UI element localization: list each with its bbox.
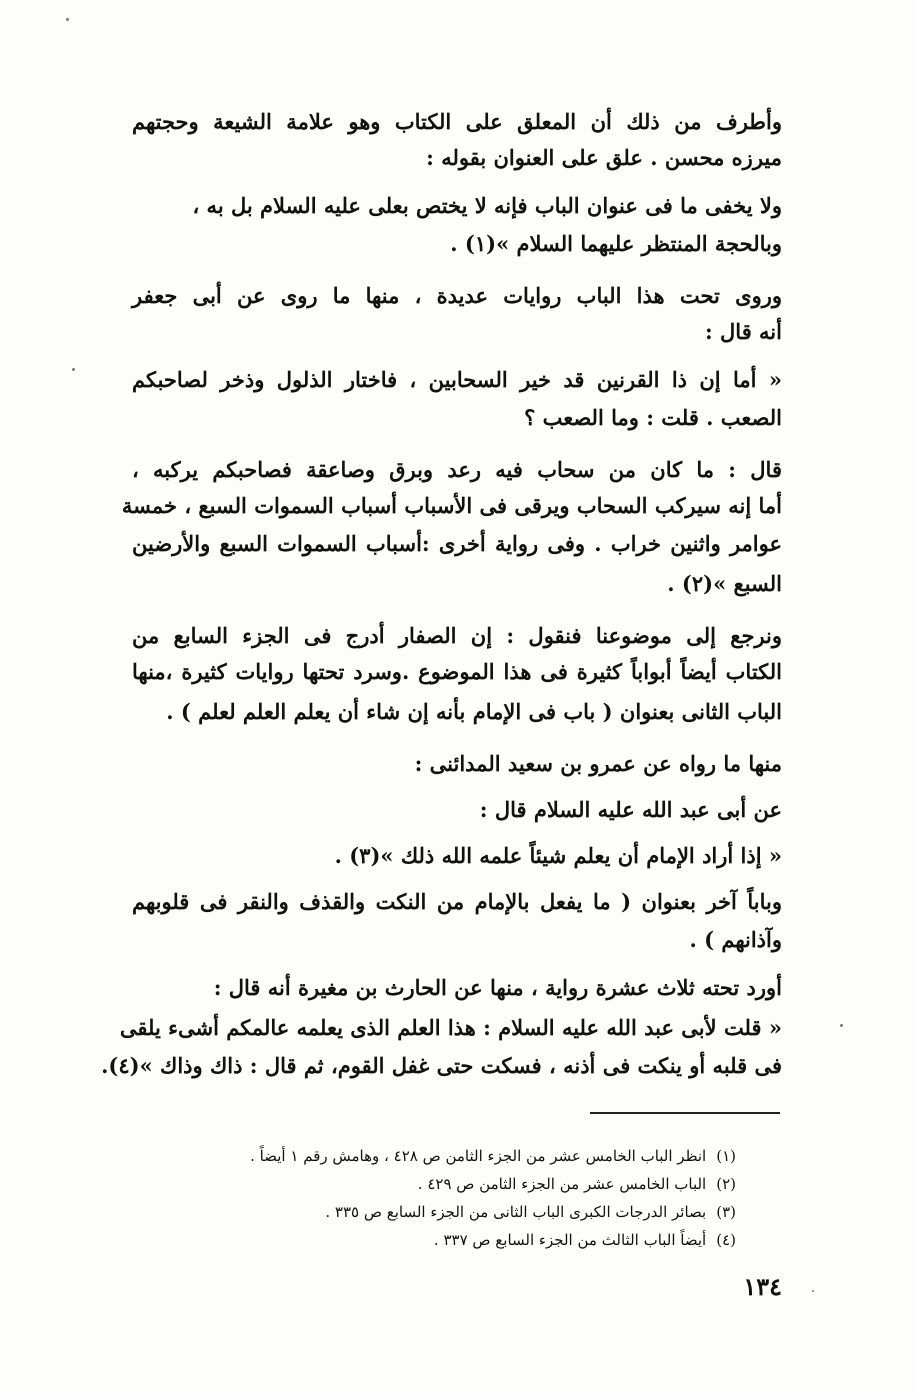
scan-speck — [66, 18, 69, 21]
footnote-text: أيضاً الباب الثالث من الجزء السابع ص ٣٣٧ . — [433, 1231, 707, 1249]
body-line-6: أنه قال : — [704, 319, 782, 344]
body-line-9: قال : ما كان من سحاب فيه رعد وبرق وصاعقة فصاحبكم يركبه ، — [132, 457, 782, 482]
body-line-13: ونرجع إلى موضوعنا فنقول : إن الصفار أدرج فى الجزء السابع من — [132, 623, 782, 648]
body-line-18: « إذا أراد الإمام أن يعلم شيئاً علمه الله ذلك »(٣) . — [334, 843, 782, 868]
body-line-3: ولا يخفى ما فى عنوان الباب فإنه لا يختص بعلى عليه السلام بل به ، — [192, 193, 782, 218]
page-number: ١٣٤ — [743, 1272, 782, 1301]
footnote-separator — [590, 1112, 780, 1114]
body-line-10: أما إنه سيركب السحاب ويرقى فى الأسباب أسباب السموات السبع ، خمسة — [121, 493, 782, 518]
scan-speck — [840, 1024, 843, 1027]
footnote-text: انظر الباب الخامس عشر من الجزء الثامن ص ٤٢٨ ، وهامش رقم ١ أيضاً . — [250, 1147, 707, 1165]
footnote-number: (٢) — [716, 1175, 736, 1193]
body-line-11: عوامر واثنين خراب . وفى رواية أخرى :أسباب السموات السبع والأرضين — [132, 531, 782, 556]
scan-speck — [72, 368, 75, 371]
body-line-2: ميرزه محسن . علق على العنوان بقوله : — [426, 145, 782, 170]
body-line-20: وآذانهم ) . — [689, 927, 782, 952]
footnote-text: بصائر الدرجات الكبرى الباب الثانى من الجزء السابع ص ٣٣٥ . — [325, 1203, 707, 1221]
body-line-14: الكتاب أيضاً أبواباً كثيرة فى هذا الموضوع .وسرد تحتها روايات كثيرة ،منها — [132, 659, 782, 684]
footnote-text: الباب الخامس عشر من الجزء الثامن ص ٤٢٩ . — [417, 1175, 707, 1193]
body-line-1: وأطرف من ذلك أن المعلق على الكتاب وهو علامة الشيعة وحجتهم — [132, 109, 782, 134]
scan-speck — [812, 1290, 814, 1292]
footnote-number: (٣) — [716, 1203, 736, 1221]
body-line-4: وبالحجة المنتظر عليهما السلام »(١) . — [450, 231, 782, 256]
footnote-1 — [250, 1144, 736, 1168]
footnote-2 — [418, 1172, 736, 1196]
body-line-21: أورد تحته ثلاث عشرة رواية ، منها عن الحارث بن مغيرة أنه قال : — [213, 975, 782, 1000]
footnote-4 — [434, 1228, 736, 1252]
body-line-7: « أما إن ذا القرنين قد خير السحابين ، فاختار الذلول وذخر لصاحبكم — [132, 367, 782, 392]
footnote-3 — [325, 1200, 736, 1224]
body-line-16: منها ما رواه عن عمرو بن سعيد المدائنى : — [414, 751, 782, 776]
body-line-5: وروى تحت هذا الباب روايات عديدة ، منها ما روى عن أبى جعفر — [132, 283, 782, 308]
body-line-8: الصعب . قلت : وما الصعب ؟ — [524, 405, 782, 430]
footnote-number: (١) — [716, 1147, 736, 1165]
body-line-19: وباباً آخر بعنوان ( ما يفعل بالإمام من النكت والقذف والنقر فى قلوبهم — [132, 889, 782, 914]
body-line-15: الباب الثانى بعنوان ( باب فى الإمام بأنه إن شاء أن يعلم العلم لعلم ) . — [166, 699, 782, 724]
body-line-23: فى قلبه أو ينكت فى أذنه ، فسكت حتى غفل القوم، ثم قال : ذاك وذاك »(٤). — [101, 1053, 782, 1078]
body-line-22: « قلت لأبى عبد الله عليه السلام : هذا العلم الذى يعلمه عالمكم أشىء يلقى — [119, 1015, 782, 1040]
body-line-12: السبع »(٢) . — [667, 571, 782, 596]
footnote-number: (٤) — [716, 1231, 736, 1249]
body-line-17: عن أبى عبد الله عليه السلام قال : — [479, 797, 782, 822]
